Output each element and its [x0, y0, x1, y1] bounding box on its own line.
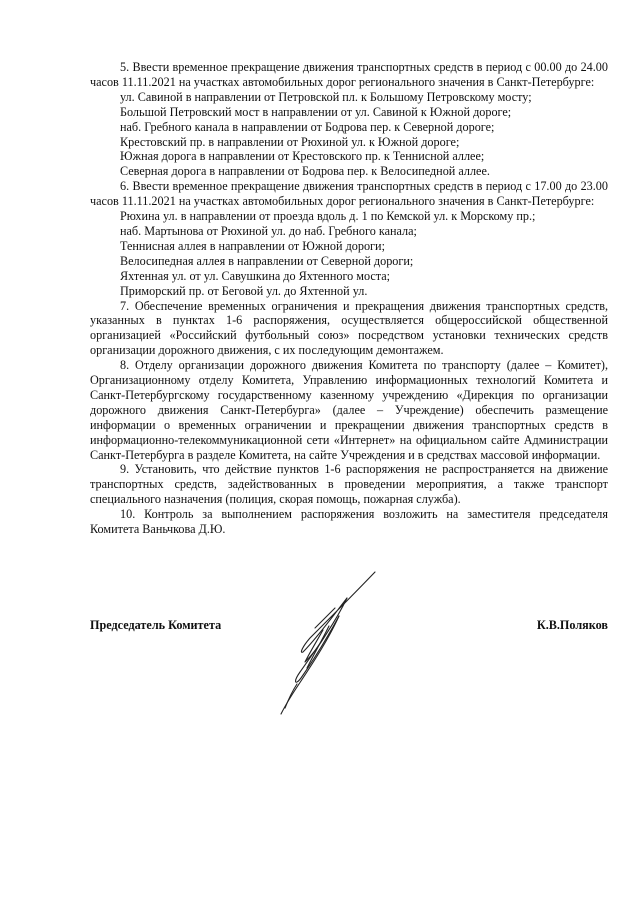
- road-list-item: Яхтенная ул. от ул. Савушкина до Яхтенного моста;: [120, 268, 391, 283]
- road-list-item: Крестовский пр. в направлении от Рюхиной ул. к Южной дороге;: [120, 134, 460, 149]
- paragraph: 5. Ввести временное прекращение движения транспортных средств в период с 00.00 до 24.00 часов 11.11.2021 на участках автомобильных дорог регионального значения в Санкт-Петербурге:: [90, 60, 608, 89]
- road-list-item: наб. Гребного канала в направлении от Бодрова пер. к Северной дороге;: [120, 119, 495, 134]
- road-list-item: Велосипедная аллея в направлении от Северной дороги;: [120, 253, 414, 268]
- road-list-item: Рюхина ул. в направлении от проезда вдоль д. 1 по Кемской ул. к Морскому пр.;: [120, 209, 536, 224]
- paragraph: 10. Контроль за выполнением распоряжения возложить на заместителя председателя Комитета Ваньчкова Д.Ю.: [90, 507, 608, 537]
- paragraph: 8. Отделу организации дорожного движения Комитета по транспорту (далее – Комитет), Организационному отделу Комитета, Управлению информационных технологий Комитета и Санкт-Петербургскому государственному казенному учреждению «Дирекция по организации дорожного движения Санкт-Петербурга» (далее – Учреждение) обеспечить размещение информации о временных ограничении и прекращении движения транспортных средств в информационно-телекоммуникационной сети «Интернет» на официальном сайте Администрации Санкт-Петербурга в разделе Комитета, на сайте Учреждения и в средствах массовой информации.: [90, 358, 608, 462]
- road-list-item: Северная дорога в направлении от Бодрова пер. к Велосипедной аллее.: [120, 164, 490, 179]
- road-list-item: ул. Савиной в направлении от Петровской пл. к Большому Петровскому мосту;: [120, 89, 532, 104]
- document-body: [90, 60, 608, 537]
- paragraph: 6. Ввести временное прекращение движения транспортных средств в период с 17.00 до 23.00 часов 11.11.2021 на участках автомобильных дорог регионального значения в Санкт-Петербурге:: [90, 179, 608, 209]
- paragraph: 9. Установить, что действие пунктов 1-6 распоряжения не распространяется на движение транспортных средств, задействованных в проведении мероприятия, а также транспорт специального назначения (полиция, скорая помощь, пожарная служба).: [90, 462, 608, 507]
- road-list-item: наб. Мартынова от Рюхиной ул. до наб. Гребного канала;: [120, 223, 417, 238]
- road-list-item: Южная дорога в направлении от Крестовского пр. к Теннисной аллее;: [120, 149, 485, 164]
- signer-position: Председатель Комитета: [90, 618, 222, 632]
- road-list-item: Теннисная аллея в направлении от Южной дороги;: [120, 238, 385, 253]
- handwritten-signature: [255, 568, 390, 718]
- road-list-item: Приморский пр. от Беговой ул. до Яхтенной ул.: [120, 283, 368, 298]
- signer-name: К.В.Поляков: [536, 618, 608, 632]
- road-list-item: Большой Петровский мост в направлении от ул. Савиной к Южной дороге;: [120, 104, 512, 119]
- paragraph: 7. Обеспечение временных ограничения и прекращения движения транспортных средств, указанных в пунктах 1-6 распоряжения, осуществляется общероссийской общественной организацией «Российский футбольный союз» посредством установки технических средств организации дорожного движения, с их последующим демонтажем.: [90, 298, 608, 358]
